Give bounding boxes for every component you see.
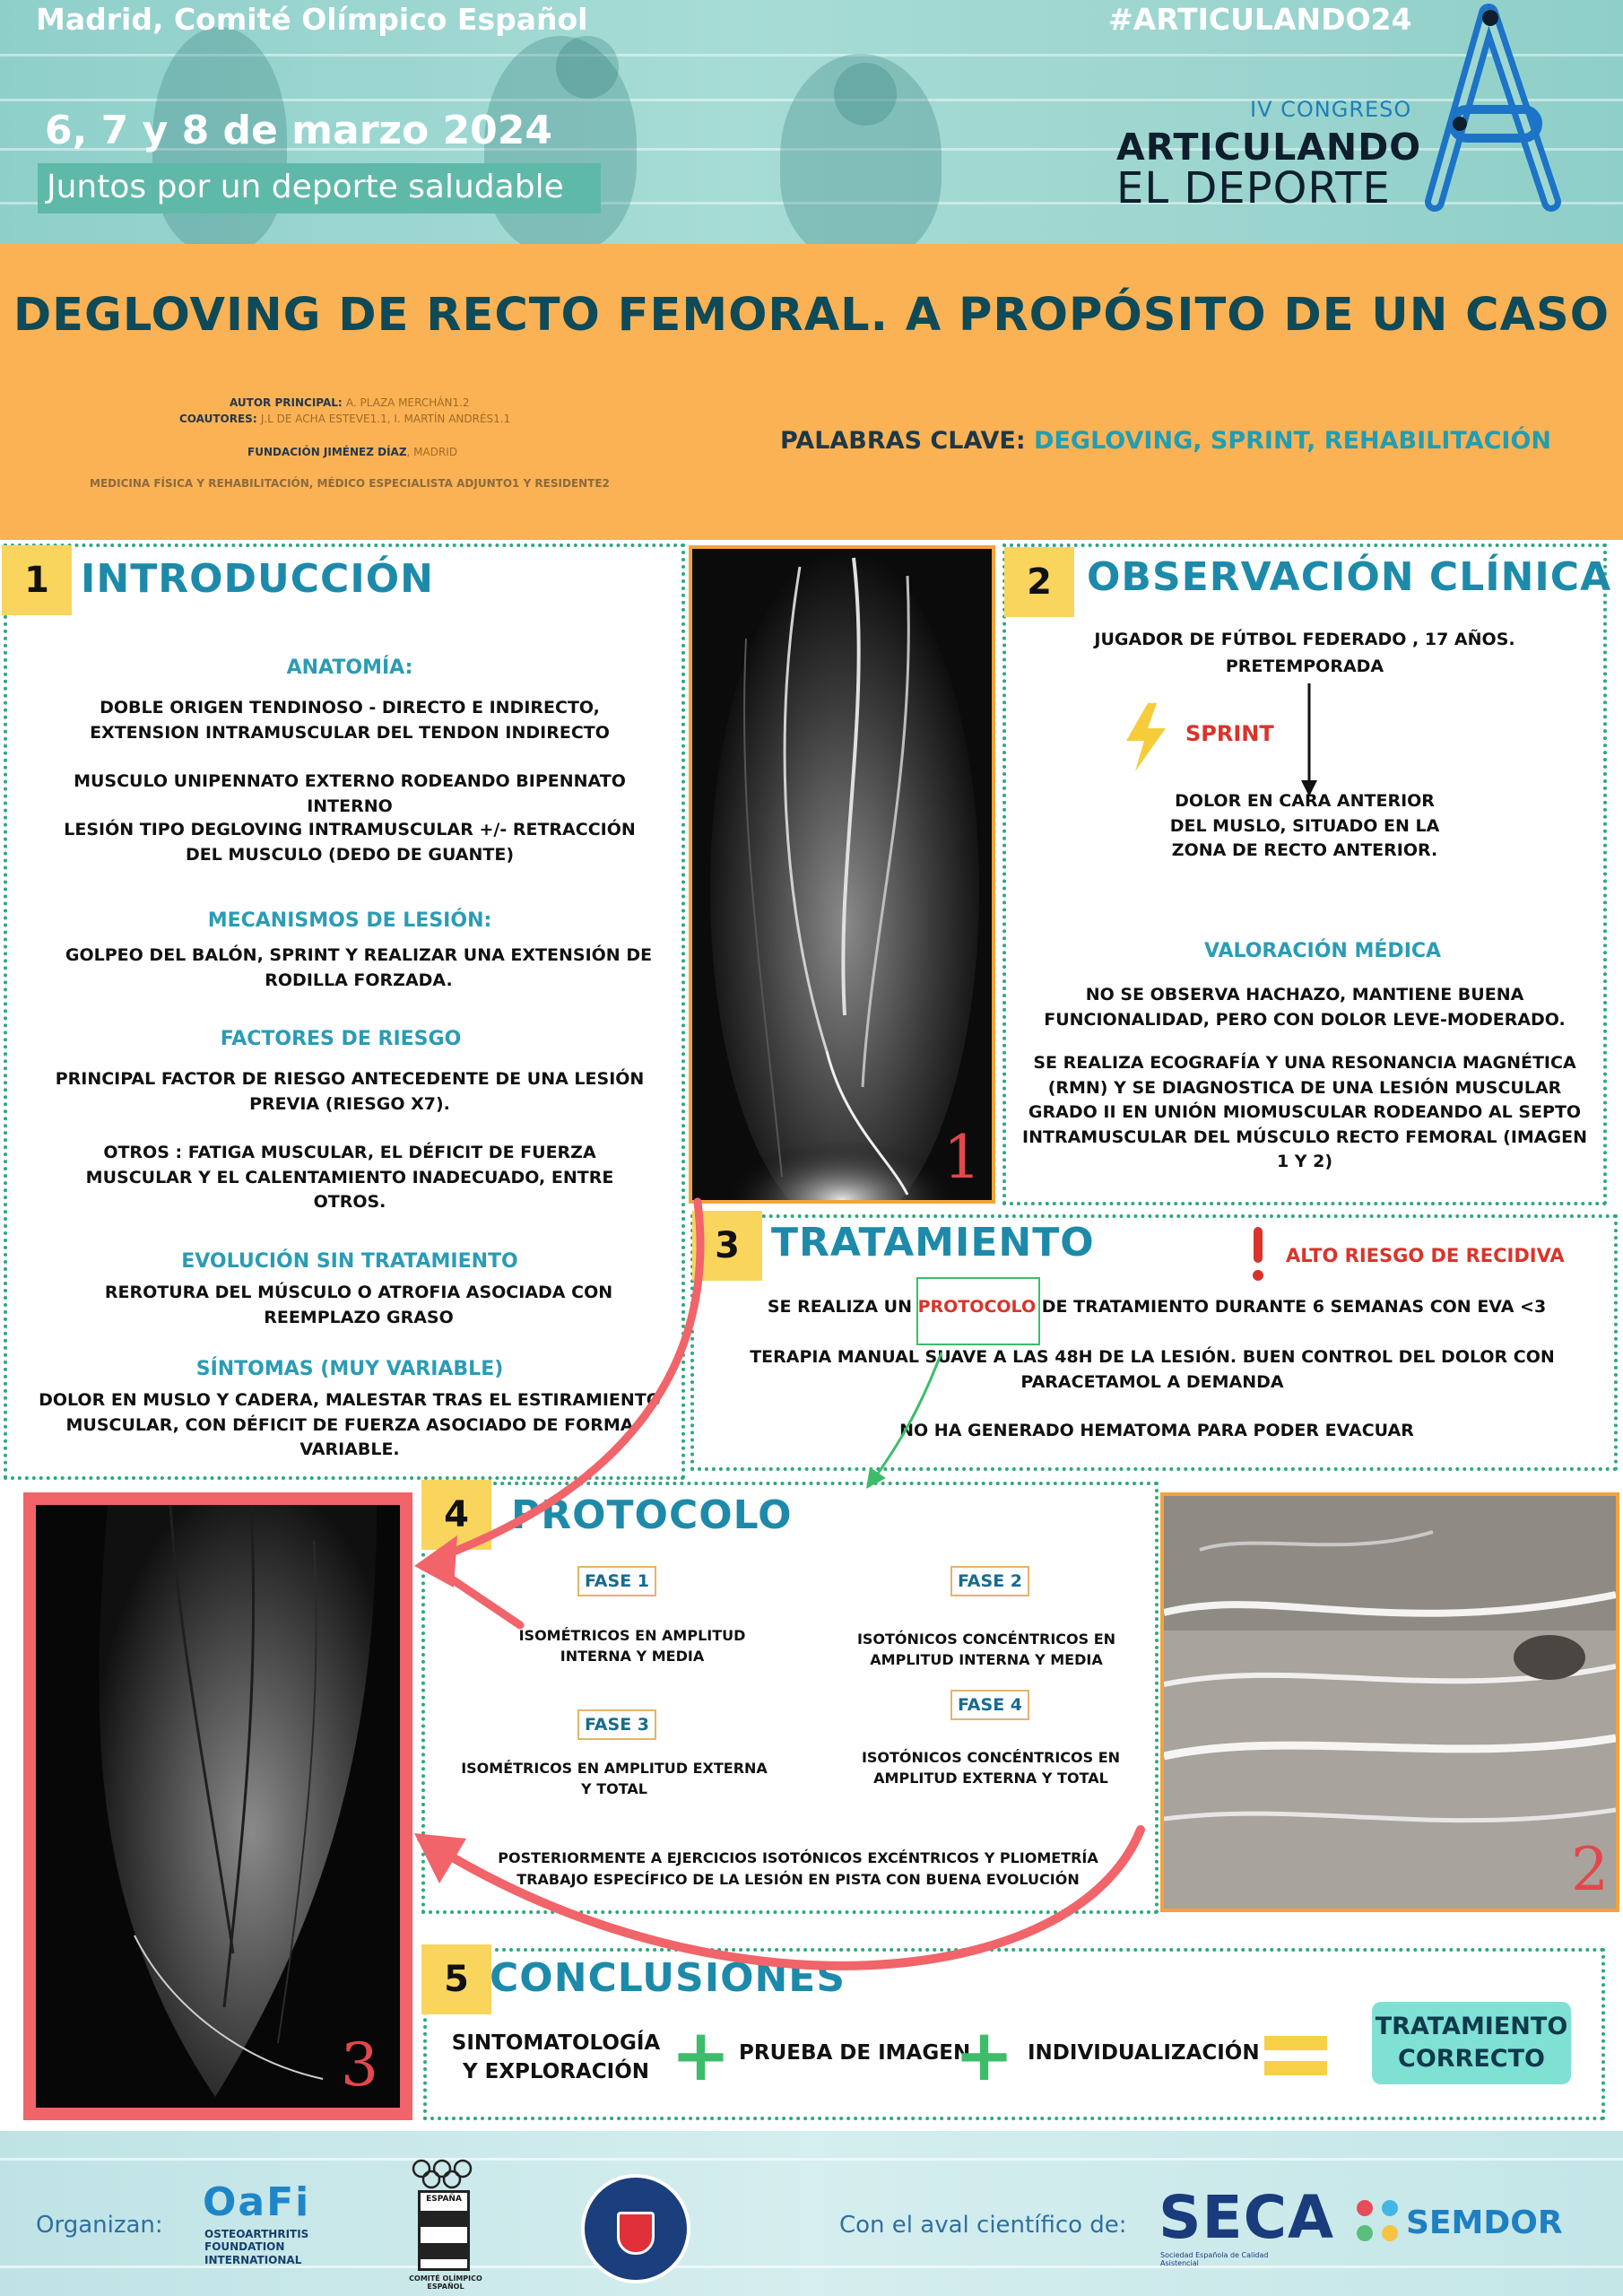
section-number: 5 — [421, 1944, 491, 2014]
alert-icon — [1246, 1227, 1270, 1283]
event-slogan: Juntos por un deporte saludable — [47, 169, 564, 205]
evolution-heading: EVOLUCIÓN SIN TRATAMIENTO — [181, 1250, 518, 1273]
protocol-title: PROTOCOLO — [511, 1492, 793, 1538]
fundacion-atletico-logo — [581, 2174, 690, 2283]
anatomy-text-3: LESIÓN TIPO DEGLOVING INTRAMUSCULAR +/- RETRACCIÓN DEL MUSCULO (DEDO DE GUANTE) — [64, 820, 636, 865]
intro-title: INTRODUCCIÓN — [81, 556, 434, 602]
plus-icon: + — [671, 2013, 732, 2097]
poster-title: DEGLOVING DE RECTO FEMORAL. A PROPÓSITO DE UN CASO — [13, 289, 1610, 342]
section-number: 2 — [1004, 547, 1074, 617]
symptoms-text: DOLOR EN MUSLO Y CADERA, MALESTAR TRAS EL ESTIRAMIENTO MUSCULAR, CON DÉFICIT DE FUERZA ASOCIADO DE FORMA VARIABLE. — [39, 1390, 661, 1460]
keywords: PALABRAS CLAVE: DEGLOVING, SPRINT, REHABILITACIÓN — [780, 427, 1552, 455]
oafi-logo: OaFi — [203, 2179, 311, 2225]
patient-info: JUGADOR DE FÚTBOL FEDERADO , 17 AÑOS. — [1094, 630, 1515, 649]
treatment-line-1: SE REALIZA UN PROTOCOLO DE TRATAMIENTO DURANTE 6 SEMANAS CON EVA <3 — [767, 1297, 1547, 1317]
image-3-label: 3 — [341, 2031, 378, 2100]
event-dates: 6, 7 y 8 de marzo 2024 — [45, 108, 553, 153]
oafi-subtitle: OSTEOARTHRITIS FOUNDATION INTERNATIONAL — [204, 2228, 309, 2266]
conclusion-item-3: INDIVIDUALIZACIÓN — [1028, 2041, 1260, 2065]
congress-name-line2: EL DEPORTE — [1116, 163, 1391, 213]
medical-text-2: SE REALIZA ECOGRAFÍA Y UNA RESONANCIA MAGNÉTICA (RMN) Y SE DIAGNOSTICA DE UNA LESIÓN MUSCULAR GRADO II EN UNIÓN MIOMUSCULAR RODEANDO AL SEPTO INTRAMUSCULAR DEL MÚSCULO RECTO FEMORAL (IMAGEN 1 Y 2) — [1022, 1053, 1587, 1172]
mechanism-heading: MECANISMOS DE LESIÓN: — [207, 909, 492, 932]
phase-2-badge: FASE 2 — [950, 1566, 1029, 1596]
main-author: AUTOR PRINCIPAL: A. PLAZA MERCHÁN1.2 — [230, 396, 470, 409]
section-number: 3 — [692, 1211, 762, 1281]
sprint-label: SPRINT — [1185, 721, 1274, 746]
lightning-icon — [1121, 703, 1171, 771]
risk-heading: FACTORES DE RIESGO — [220, 1028, 462, 1050]
anatomy-text-2: MUSCULO UNIPENNATO EXTERNO RODEANDO BIPENNATO INTERNO — [74, 771, 626, 816]
olympic-rings-icon — [411, 2158, 473, 2194]
medical-text-1: NO SE OBSERVA HACHAZO, MANTIENE BUENA FUNCIONALIDAD, PERO CON DOLOR LEVE-MODERADO. — [1044, 985, 1566, 1030]
equals-icon — [1264, 2036, 1327, 2050]
semdor-icon — [1352, 2196, 1402, 2246]
pain-description: DOLOR EN CARA ANTERIOR DEL MUSLO, SITUADO EN LA ZONA DE RECTO ANTERIOR. — [1169, 791, 1440, 861]
anatomy-heading: ANATOMÍA: — [286, 657, 413, 679]
congress-a-logo — [1417, 0, 1569, 215]
conclusion-result: TRATAMIENTO CORRECTO — [1375, 2013, 1568, 2074]
protocol-highlight — [916, 1277, 1040, 1345]
mechanism-text: GOLPEO DEL BALÓN, SPRINT Y REALIZAR UNA EXTENSIÓN DE RODILLA FORZADA. — [65, 945, 653, 990]
event-location: Madrid, Comité Olímpico Español — [36, 2, 588, 37]
congress-edition: IV CONGRESO — [1250, 97, 1412, 122]
section-number: 1 — [2, 545, 72, 615]
conclusions-title: CONCLUSIONES — [490, 1955, 846, 2001]
patient-season: PRETEMPORADA — [1225, 657, 1384, 676]
seca-logo: SECA — [1159, 2183, 1335, 2252]
evolution-text: REROTURA DEL MÚSCULO O ATROFIA ASOCIADA CON REEMPLAZO GRASO — [104, 1283, 613, 1327]
organizers-label: Organizan: — [36, 2212, 163, 2239]
phase-1-text: ISOMÉTRICOS EN AMPLITUD INTERNA Y MEDIA — [518, 1627, 746, 1665]
treatment-line-3: NO HA GENERADO HEMATOMA PARA PODER EVACUAR — [899, 1421, 1414, 1440]
phase-2-text: ISOTÓNICOS CONCÉNTRICOS EN AMPLITUD INTERNA Y MEDIA — [856, 1631, 1116, 1669]
conclusion-item-1: SINTOMATOLOGÍA Y EXPLORACIÓN — [451, 2031, 661, 2084]
intro-panel — [4, 544, 685, 1480]
mri-image-1 — [689, 545, 995, 1204]
treatment-line-2: TERAPIA MANUAL SUAVE A LAS 48H DE LA LESIÓN. BUEN CONTROL DEL DOLOR CON PARACETAMOL A DEMANDA — [750, 1347, 1555, 1392]
phase-4-badge: FASE 4 — [950, 1690, 1029, 1720]
ultrasound-image-2 — [1160, 1492, 1619, 1912]
risk-text-1: PRINCIPAL FACTOR DE RIESGO ANTECEDENTE DE UNA LESIÓN PREVIA (RIESGO X7). — [55, 1069, 645, 1114]
recurrence-alert: ALTO RIESGO DE RECIDIVA — [1286, 1245, 1565, 1266]
protocol-after-1: POSTERIORMENTE A EJERCICIOS ISOTÓNICOS EXCÉNTRICOS Y PLIOMETRÍA — [498, 1849, 1098, 1866]
phase-1-badge: FASE 1 — [577, 1566, 656, 1596]
medical-heading: VALORACIÓN MÉDICA — [1203, 940, 1442, 962]
institution: FUNDACIÓN JIMÉNEZ DÍAZ, MADRID — [247, 446, 458, 458]
phase-3-text: ISOMÉTRICOS EN AMPLITUD EXTERNA Y TOTAL — [461, 1760, 768, 1798]
seca-subtitle: Sociedad Española de Calidad Asistencial — [1160, 2251, 1269, 2267]
semdor-logo: SEMDOR — [1406, 2205, 1563, 2241]
observation-title: OBSERVACIÓN CLÍNICA — [1087, 554, 1612, 600]
symptoms-heading: SÍNTOMAS (MUY VARIABLE) — [195, 1358, 504, 1380]
congress-name-line1: ARTICULANDO — [1116, 126, 1422, 169]
plus-icon: + — [954, 2013, 1015, 2097]
specialty: MEDICINA FÍSICA Y REHABILITACIÓN, MÉDICO ESPECIALISTA ADJUNTO1 Y RESIDENTE2 — [90, 477, 610, 490]
coe-subtitle: COMITÉ OLÍMPICO ESPAÑOL — [409, 2274, 482, 2291]
scientific-support-label: Con el aval científico de: — [839, 2212, 1127, 2239]
section-number: 4 — [421, 1480, 491, 1550]
mri-image-3 — [23, 1492, 412, 2120]
phase-4-text: ISOTÓNICOS CONCÉNTRICOS EN AMPLITUD EXTERNA Y TOTAL — [861, 1749, 1121, 1787]
arrow-down-icon — [1298, 683, 1320, 798]
image-2-label: 2 — [1571, 1835, 1609, 1904]
treatment-title: TRATAMIENTO — [771, 1220, 1095, 1265]
coauthors: COAUTORES: J.L DE ACHA ESTEVE1.1, I. MARTÍN ANDRÉS1.1 — [179, 413, 511, 425]
anatomy-text-1: DOBLE ORIGEN TENDINOSO - DIRECTO E INDIRECTO, EXTENSION INTRAMUSCULAR DEL TENDON INDIRECTO — [90, 698, 610, 743]
conclusion-item-2: PRUEBA DE IMAGEN — [739, 2041, 971, 2065]
image-1-label: 1 — [943, 1123, 981, 1192]
phase-3-badge: FASE 3 — [577, 1709, 656, 1740]
risk-text-2: OTROS : FATIGA MUSCULAR, EL DÉFICIT DE FUERZA MUSCULAR Y EL CALENTAMIENTO INADECUADO, ENTRE OTROS. — [85, 1143, 614, 1213]
coe-shield: ESPAÑA — [418, 2190, 470, 2271]
protocol-after-2: TRABAJO ESPECÍFICO DE LA LESIÓN EN PISTA CON BUENA EVOLUCIÓN — [516, 1871, 1080, 1888]
event-hashtag: #ARTICULANDO24 — [1108, 2, 1412, 37]
